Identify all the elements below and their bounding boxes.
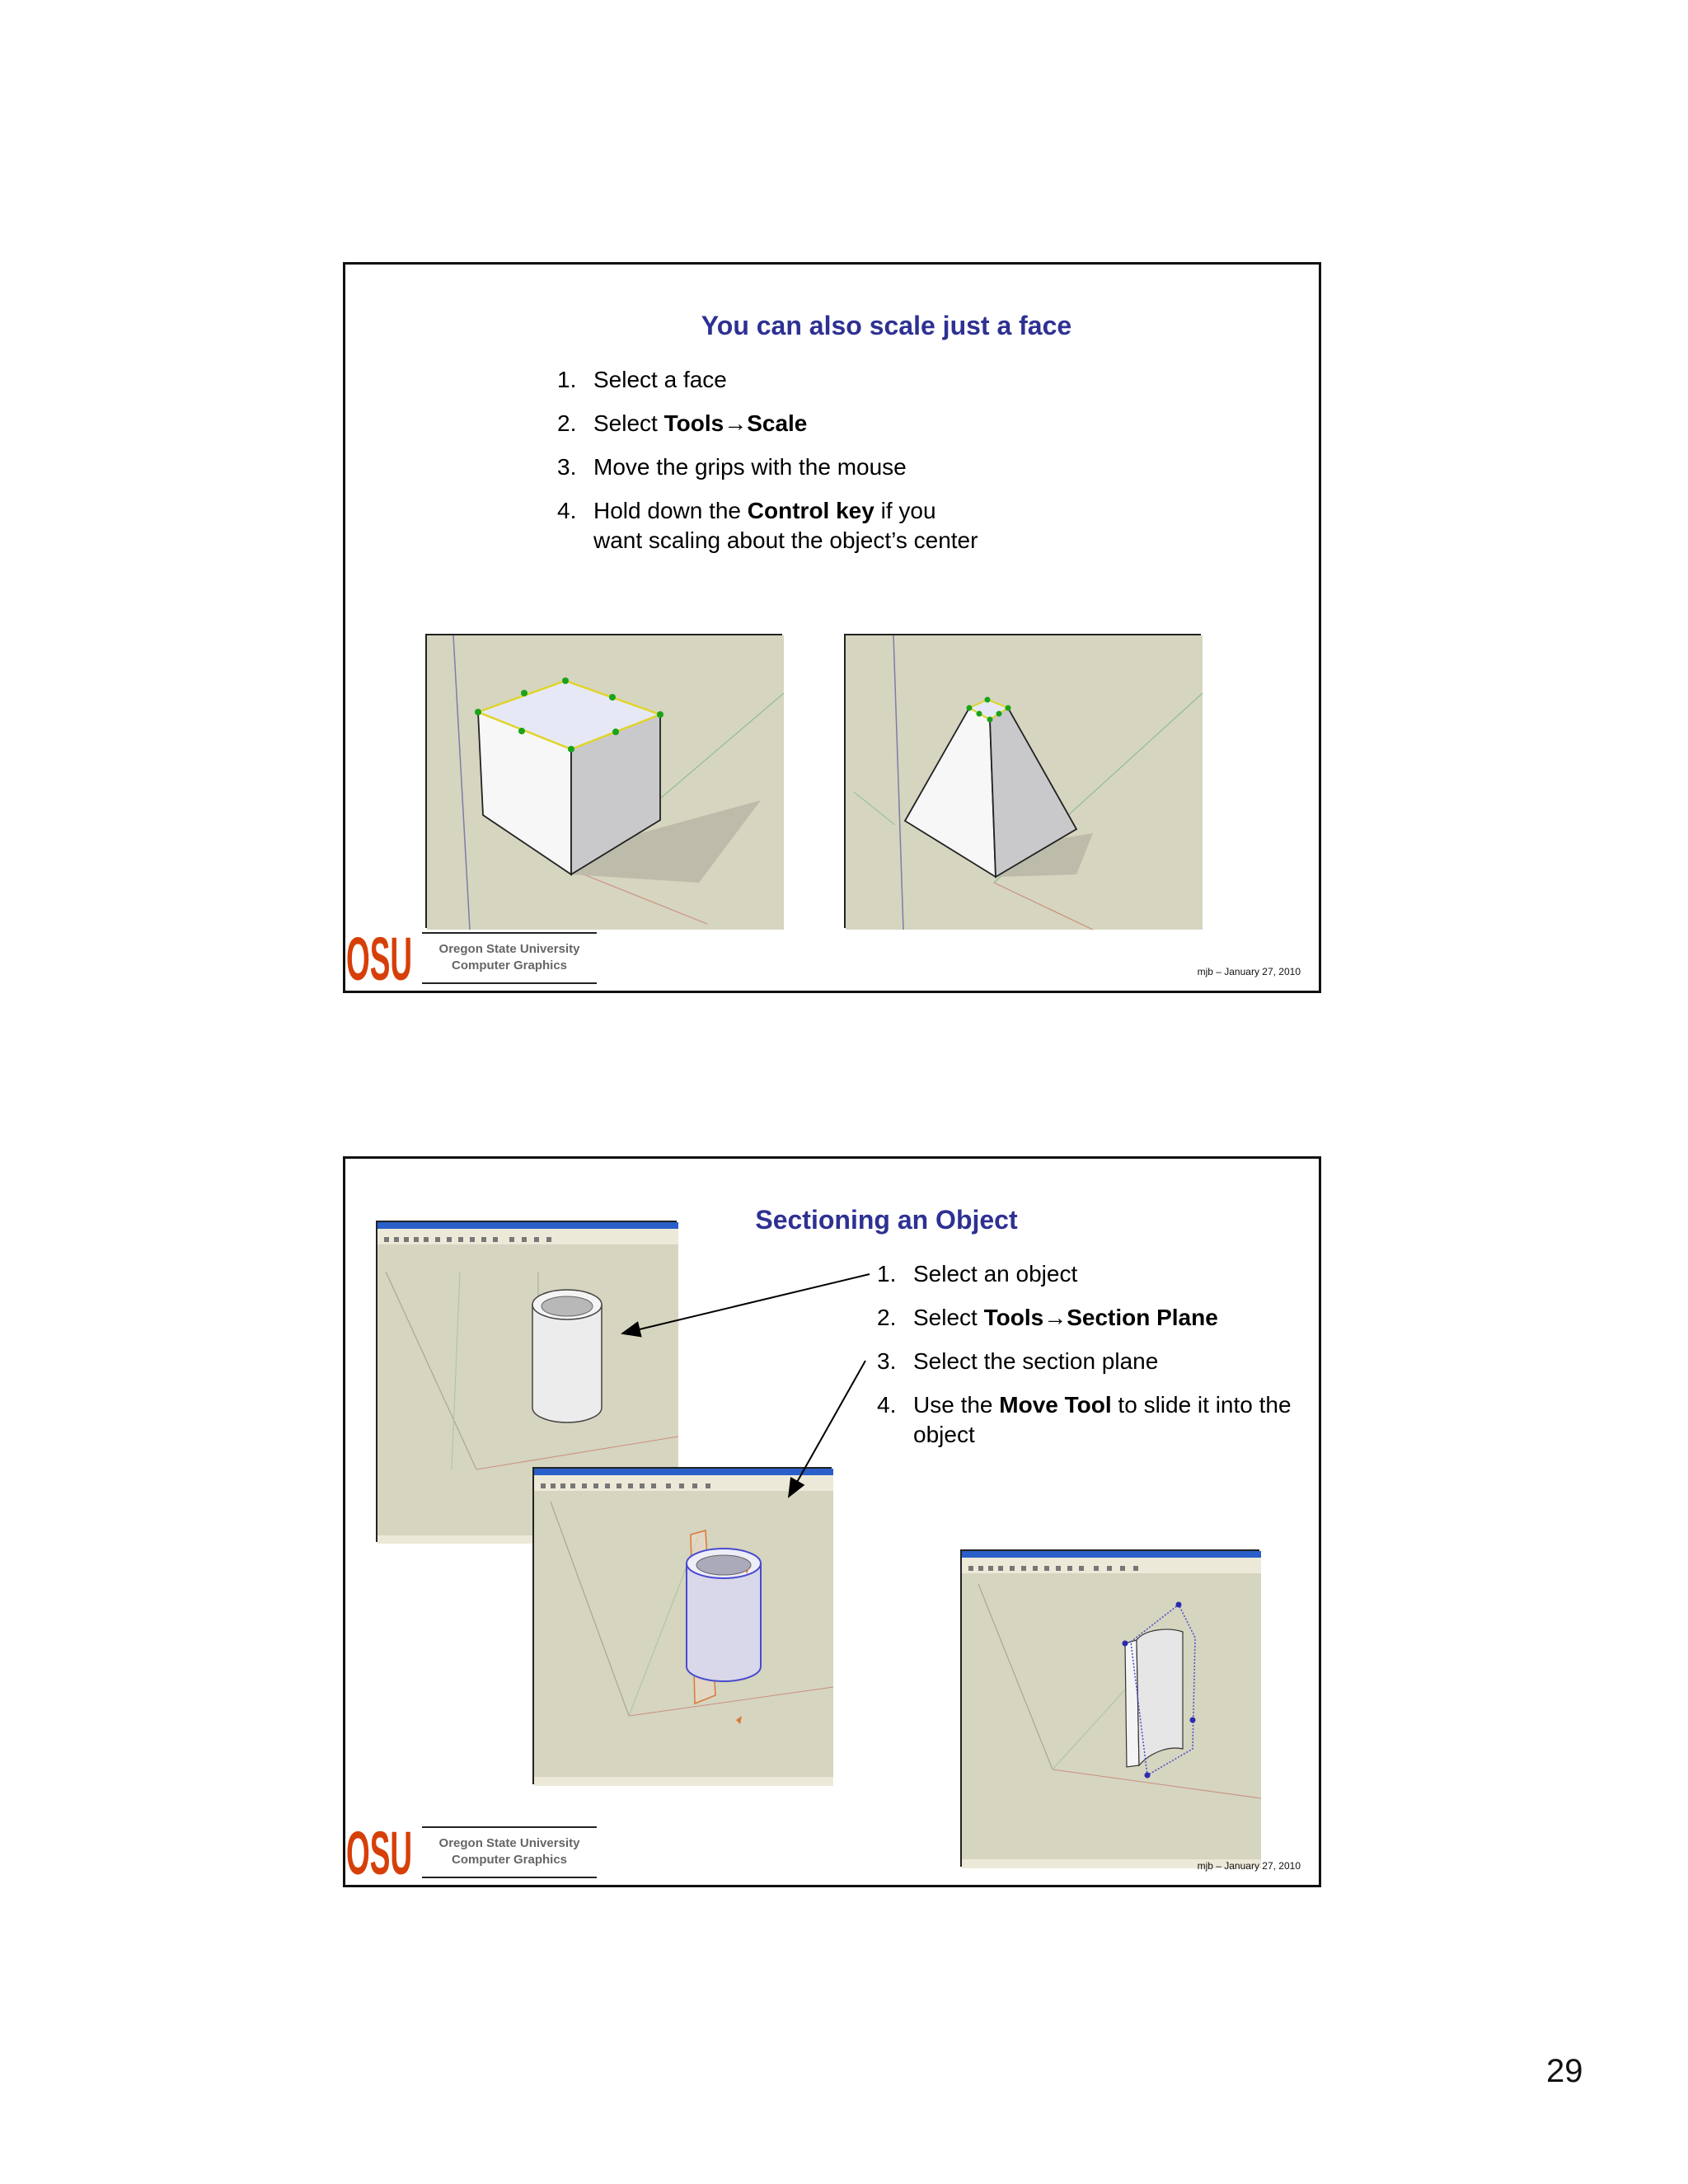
step-number: 1. [877, 1261, 897, 1286]
section-plane-screenshot [532, 1467, 832, 1784]
osu-logo [346, 1819, 414, 1887]
cylinder-sectioned-screenshot [960, 1549, 1259, 1867]
step-text: Select Tools→Scale [593, 410, 808, 436]
osu-wordmark [422, 1826, 597, 1878]
list-item [877, 1347, 1306, 1376]
step-number: 1. [557, 367, 577, 392]
list-item [877, 1259, 1306, 1289]
list-item [877, 1390, 1306, 1450]
step-text: Move the grips with the mouse [593, 454, 907, 480]
step-number: 3. [877, 1348, 897, 1374]
svg-text:OSU: OSU [346, 1819, 412, 1887]
step-number: 4. [877, 1392, 897, 1418]
step-text: Select the section plane [913, 1348, 1159, 1374]
university-name: Oregon State University [438, 1836, 580, 1850]
steps-list [877, 1259, 1306, 1464]
step-number: 3. [557, 454, 577, 480]
step-text: Hold down the Control key if you want scaling about the object’s center [593, 498, 978, 553]
department-name: Computer Graphics [451, 958, 568, 972]
slide-date: mjb – January 27, 2010 [1197, 966, 1301, 977]
slide-date: mjb – January 27, 2010 [1197, 1860, 1301, 1872]
list-item [557, 365, 986, 395]
slide-title: You can also scale just a face [701, 311, 1072, 340]
svg-text:OSU: OSU [346, 925, 412, 993]
cube-face-selected-screenshot [425, 634, 782, 928]
university-name: Oregon State University [438, 942, 580, 956]
slide-title: Sectioning an Object [755, 1205, 1018, 1235]
osu-logo [346, 925, 414, 993]
page-number: 29 [1546, 2053, 1583, 2089]
step-number: 2. [877, 1305, 897, 1330]
step-text: Select Tools→Section Plane [913, 1305, 1218, 1330]
step-number: 2. [557, 410, 577, 436]
pyramid-scaled-face-screenshot [844, 634, 1201, 928]
list-item [557, 496, 986, 555]
steps-list [557, 365, 986, 569]
list-item [877, 1303, 1306, 1333]
step-number: 4. [557, 498, 577, 523]
step-text: Use the Move Tool to slide it into the object [913, 1392, 1292, 1447]
list-item [557, 452, 986, 482]
slide-scale-face [343, 262, 1321, 993]
list-item [557, 409, 986, 438]
step-text: Select a face [593, 367, 727, 392]
step-text: Select an object [913, 1261, 1078, 1286]
slide-sectioning [343, 1156, 1321, 1887]
osu-wordmark [422, 932, 597, 984]
department-name: Computer Graphics [451, 1853, 568, 1867]
